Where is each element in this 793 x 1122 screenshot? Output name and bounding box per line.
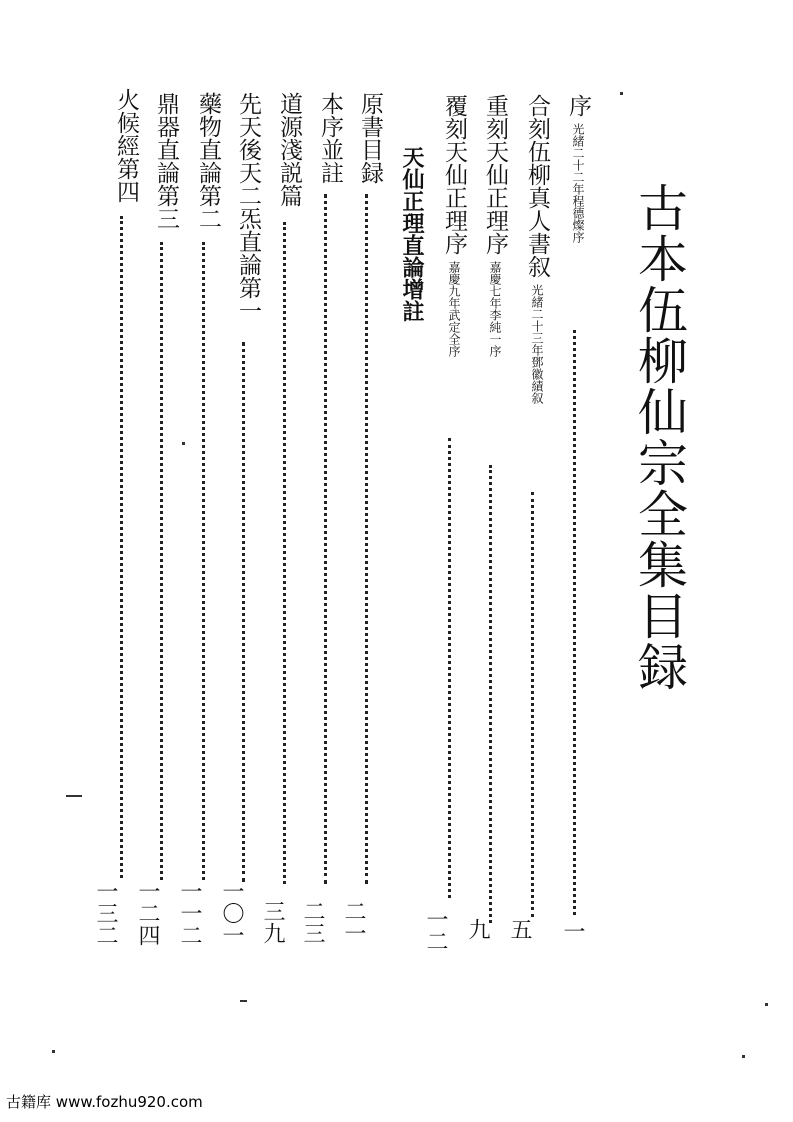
dot-leader [448,438,451,898]
entry-page-number: 五 [507,918,532,940]
dot-leader [120,216,123,878]
entry-title: 先天後天二炁直論第一 [235,92,261,322]
toc-entry-reissue-preface [442,94,465,357]
entry-page-number: 一一二 [177,880,202,946]
footer-site-name: 古籍库 [6,1093,52,1111]
toc-entry-original-toc [358,92,381,184]
entry-note: 嘉慶九年武定全序 [447,261,461,357]
entry-page-number: 三九 [260,900,285,944]
entry-note: 嘉慶七年李純一序 [488,261,502,357]
entry-page-number: 九 [465,918,490,940]
dot-leader [489,465,492,923]
dot-leader [573,330,576,915]
section-heading: 天仙正理直論增註 [399,146,424,322]
entry-page-number: 一 [560,920,585,942]
print-speck [66,795,82,797]
entry-title: 原書目録 [357,92,383,184]
entry-note: 光緒二十二年程德燦序 [571,123,585,243]
entry-page-number: 二一 [341,900,366,944]
entry-note: 光緒二十三年鄧徽績叙 [530,284,544,404]
entry-page-number: 一三二 [93,880,118,946]
dot-leader [365,194,368,884]
print-speck [620,92,623,95]
dot-leader [160,242,163,880]
print-speck [742,1055,745,1058]
toc-entry-chapter-3 [154,92,177,230]
dot-leader [242,342,245,882]
entry-page-number: 一〇一 [219,880,244,946]
entry-page-number: 一二 [423,908,448,952]
toc-entry-chapter-4 [114,88,137,203]
footer-url[interactable]: www.fozhu920.com [55,1093,203,1111]
entry-title: 合刻伍柳真人書叙 [524,94,550,278]
entry-title: 道源淺説篇 [276,92,302,207]
print-speck [240,1000,247,1002]
entry-title: 覆刻天仙正理序 [441,94,467,255]
dot-leader [324,194,327,884]
print-speck [52,1050,55,1053]
entry-title: 序 [565,94,591,117]
entry-title: 本序並註 [317,92,343,184]
print-speck [182,442,185,445]
page-title: 古本伍柳仙宗全集目録 [630,182,688,692]
entry-page-number: 二三 [300,900,325,944]
toc-entry-daoyuan [277,92,300,207]
entry-title: 鼎器直論第三 [153,92,179,230]
toc-entry-chapter-2 [196,92,219,230]
entry-title: 藥物直論第二 [195,92,221,230]
entry-page-number: 一二四 [135,880,160,946]
print-speck [765,1003,768,1006]
dot-leader [283,222,286,884]
toc-entry-preface-annotated [318,92,341,184]
toc-entry-chapter-1 [236,92,259,322]
toc-entry-combined-preface [525,94,548,404]
entry-title: 火候經第四 [113,88,139,203]
dot-leader [202,242,205,880]
dot-leader [531,492,534,917]
footer-watermark [6,1091,203,1112]
entry-title: 重刻天仙正理序 [482,94,508,255]
toc-entry-reprint-preface [483,94,506,357]
toc-entry-preface [566,94,589,243]
